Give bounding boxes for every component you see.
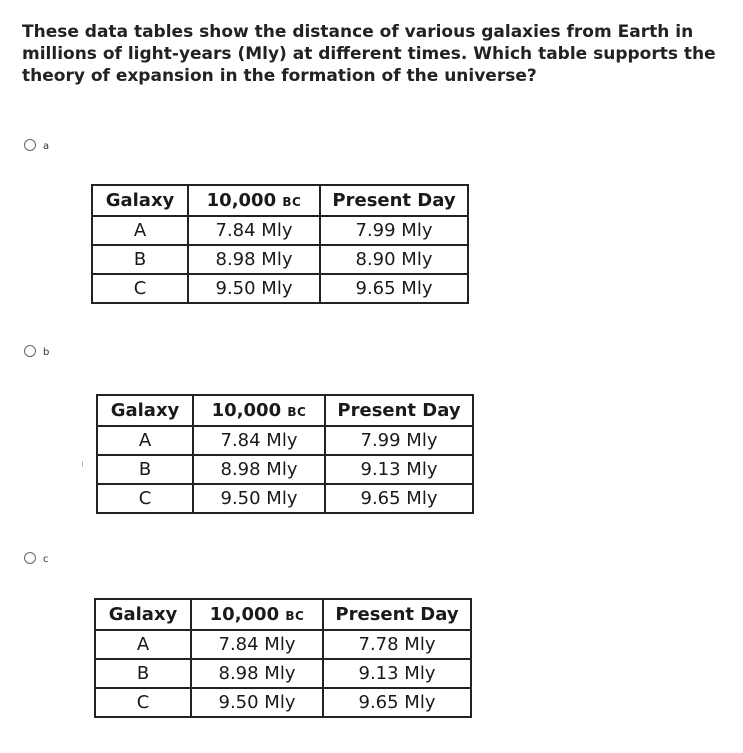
cell-bc: 8.98 Mly [193,455,325,484]
header-10000-bc [191,599,323,630]
cell-bc: 9.50 Mly [191,688,323,717]
radio-button-b[interactable] [24,345,36,357]
header-year-number: 10,000 [209,604,280,625]
table-row [95,630,471,659]
table-row [95,659,471,688]
option-c[interactable] [24,550,49,565]
option-b[interactable] [24,343,49,358]
table-header-row [95,599,471,630]
cell-bc: 8.98 Mly [188,245,320,274]
cell-bc: 7.84 Mly [188,216,320,245]
table-header-row [92,185,468,216]
cell-galaxy: A [97,426,193,455]
header-year-number: 10,000 [206,190,277,211]
table-row [97,484,473,513]
cell-present: 9.65 Mly [320,274,468,303]
table-row [97,426,473,455]
header-galaxy: Galaxy [92,185,188,216]
option-c-letter: c [43,554,49,565]
radio-button-c[interactable] [24,552,36,564]
header-galaxy: Galaxy [97,395,193,426]
cell-bc: 8.98 Mly [191,659,323,688]
cell-galaxy: C [97,484,193,513]
cell-bc: 7.84 Mly [191,630,323,659]
cell-galaxy: C [95,688,191,717]
cell-present: 9.13 Mly [323,659,471,688]
table-option-a [91,184,469,304]
cell-present: 7.78 Mly [323,630,471,659]
table-option-b [96,394,474,514]
header-present-day: Present Day [320,185,468,216]
question-text: These data tables show the distance of various galaxies from Earth in millions of light-years (Mly) at different times. Which table supports the theory of expansion in the formation of the universe? [22,22,716,86]
header-year-number: 10,000 [211,400,282,421]
cell-galaxy: B [95,659,191,688]
cell-galaxy: C [92,274,188,303]
header-10000-bc [193,395,325,426]
table-row [92,274,468,303]
cell-bc: 7.84 Mly [193,426,325,455]
table-row [92,245,468,274]
cell-present: 9.65 Mly [325,484,473,513]
header-year-era: BC [287,405,307,419]
table-row [97,455,473,484]
header-present-day: Present Day [325,395,473,426]
cell-galaxy: A [95,630,191,659]
table-header-row [97,395,473,426]
header-galaxy: Galaxy [95,599,191,630]
table-option-c [94,598,472,718]
cell-galaxy: A [92,216,188,245]
option-b-letter: b [43,347,50,358]
header-year-era: BC [285,609,305,623]
cell-present: 7.99 Mly [325,426,473,455]
cell-present: 8.90 Mly [320,245,468,274]
cell-bc: 9.50 Mly [193,484,325,513]
header-present-day: Present Day [323,599,471,630]
table-row [95,688,471,717]
header-10000-bc [188,185,320,216]
cell-present: 9.65 Mly [323,688,471,717]
cell-bc: 9.50 Mly [188,274,320,303]
cell-galaxy: B [97,455,193,484]
option-a[interactable] [24,137,49,152]
cell-present: 7.99 Mly [320,216,468,245]
option-a-letter: a [43,141,50,152]
cell-present: 9.13 Mly [325,455,473,484]
table-row [92,216,468,245]
stray-mark [82,461,83,467]
radio-button-a[interactable] [24,139,36,151]
cell-galaxy: B [92,245,188,274]
header-year-era: BC [282,195,302,209]
